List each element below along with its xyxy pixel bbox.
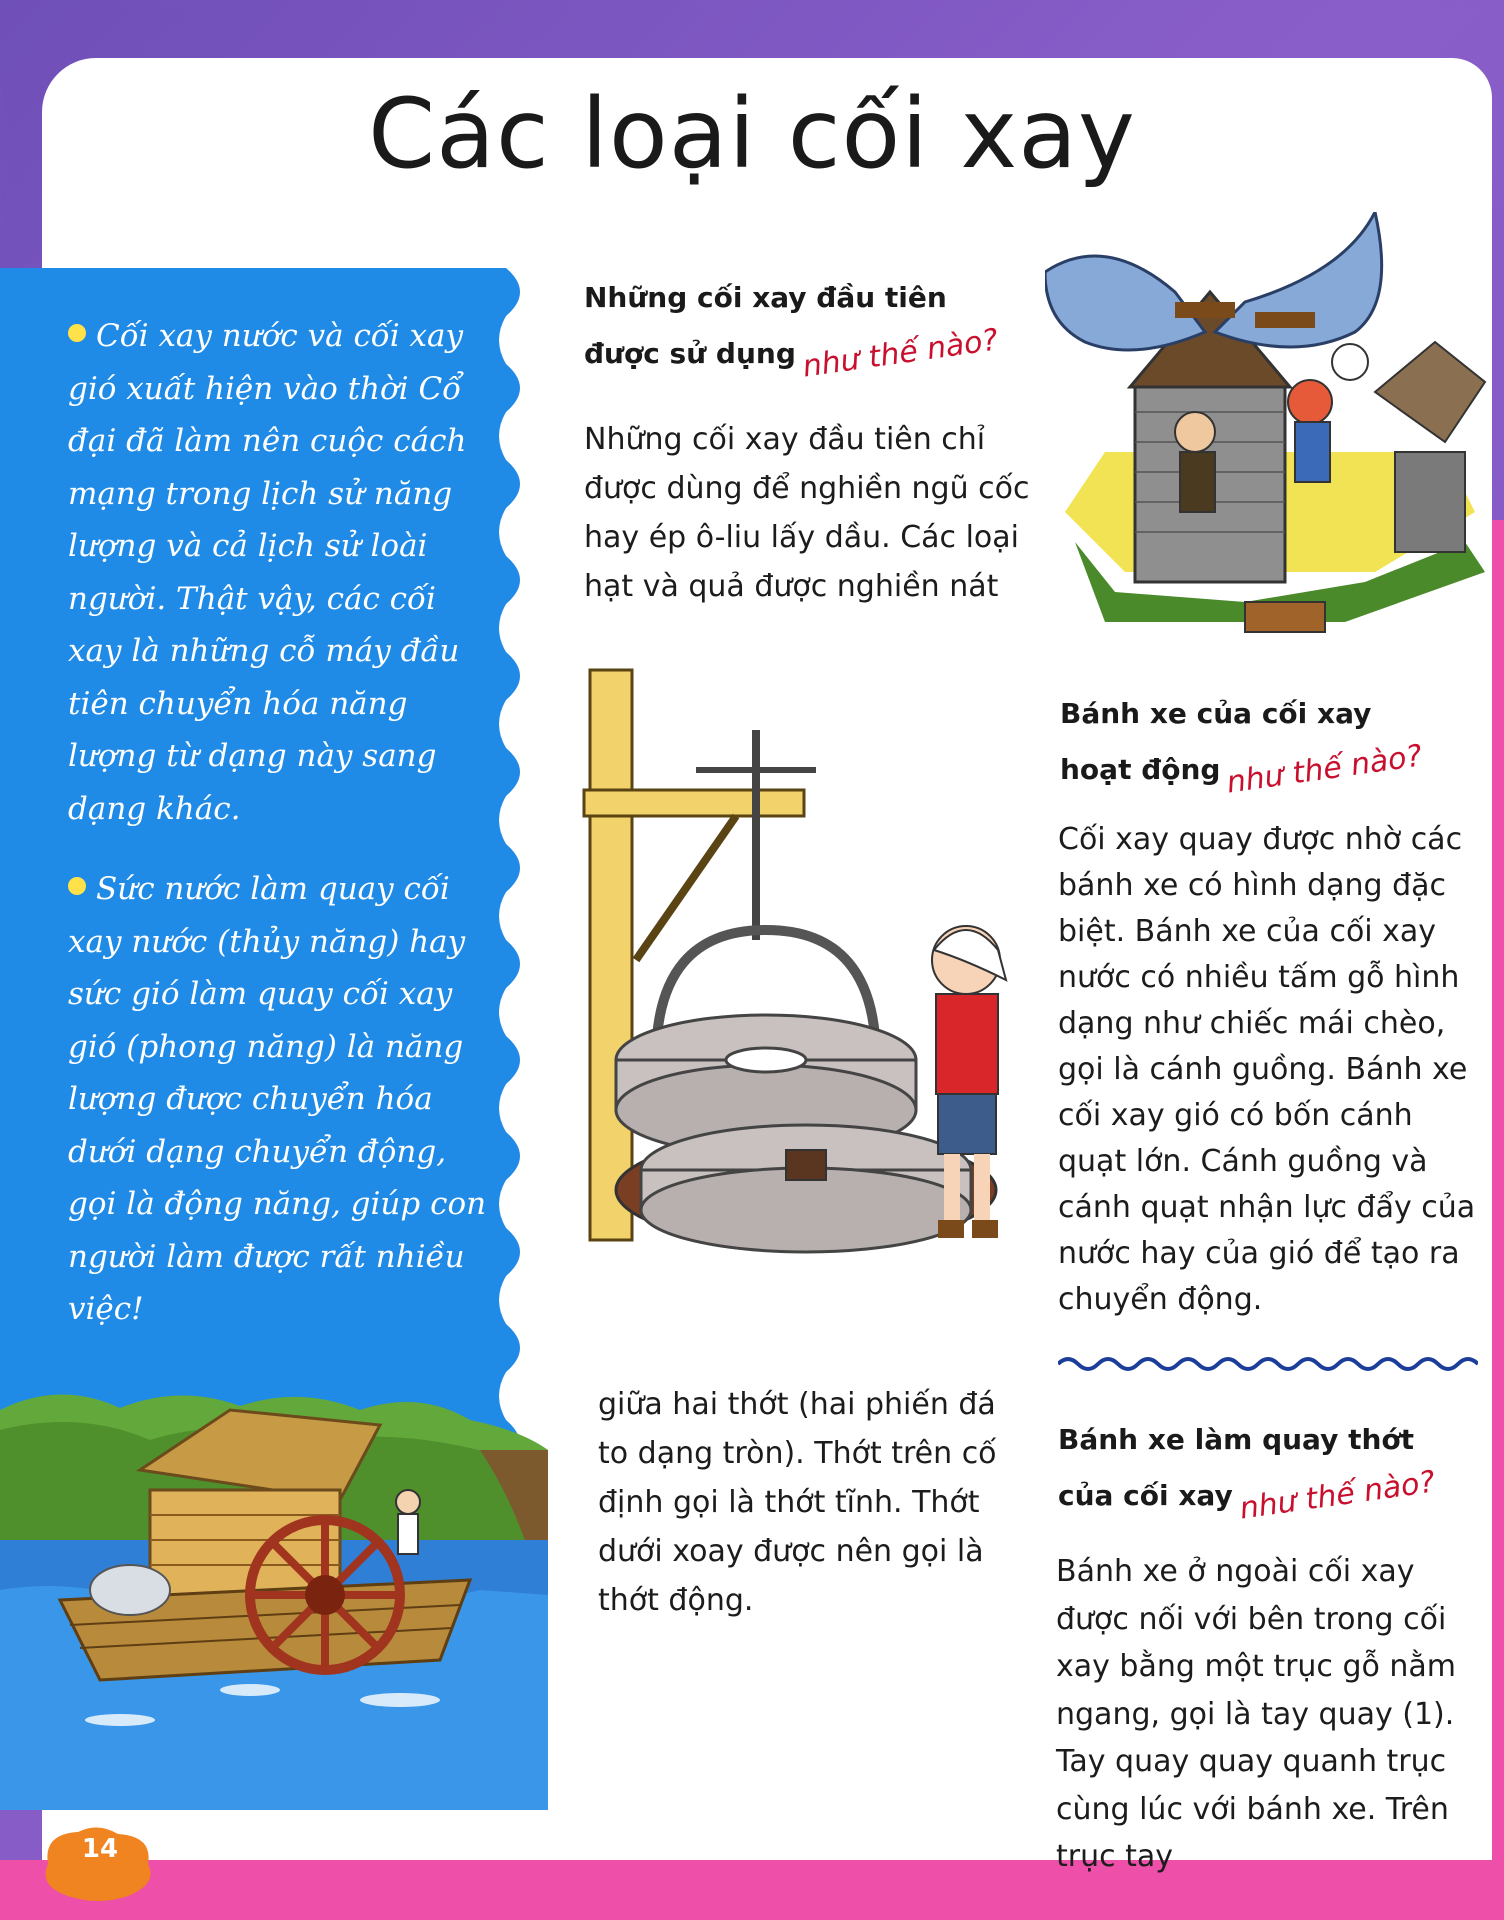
page-number: 14 xyxy=(81,1834,119,1864)
section-text-turning-stone: Bánh xe ở ngoài cối xay được nối với bên trong cối xay bằng một trục gỗ nằm ngang, gọi là tay quay (1). Tay quay quay quanh trục cùng lúc với bánh xe. Trên trục tay xyxy=(1056,1554,1457,1874)
page-title: Các loại cối xay xyxy=(368,78,1136,190)
section-text-first-mills-cont: giữa hai thớt (hai phiến đá to dạng tròn). Thớt trên cố định gọi là thớt tĩnh. Thớt dưới xoay được nên gọi là thớt động. xyxy=(598,1387,997,1618)
section-heading-first-mills: Những cối xay đầu tiên được sử dụng như thế nào? xyxy=(584,281,1001,385)
right-pink-band xyxy=(1490,520,1504,1880)
section-text-first-mills: Những cối xay đầu tiên chỉ được dùng để nghiền ngũ cốc hay ép ô-liu lấy dầu. Các loại hạt và quả được nghiền nát xyxy=(584,422,1030,604)
section-heading-mill-wheel: Bánh xe của cối xay hoạt động như thế nào? xyxy=(1060,697,1425,801)
section-text-mill-wheel: Cối xay quay được nhờ các bánh xe có hình dạng đặc biệt. Bánh xe của cối xay nước có nhiều tấm gỗ hình dạng như chiếc mái chèo, gọi là cánh guồng. Bánh xe cối xay gió có bốn cánh quạt lớn. Cánh guồng và cánh quạt nhận lực đẩy của nước hay của gió để tạo ra chuyển động. xyxy=(1058,822,1476,1317)
bullet-icon xyxy=(68,324,86,342)
watermill-illustration xyxy=(0,1390,548,1810)
sidebar-text xyxy=(68,310,488,1364)
sidebar-paragraph-1: Cối xay nước và cối xay gió xuất hiện vào thời Cổ đại đã làm nên cuộc cách mạng trong lịch sử năng lượng và cả lịch sử loài người. Thật vậy, các cối xay là những cỗ máy đầu tiên chuyển hóa năng lượng từ dạng này sang dạng khác. xyxy=(68,318,467,827)
section-heading-turning-stone: Bánh xe làm quay thớt của cối xay như thế nào? xyxy=(1058,1423,1438,1527)
bullet-icon xyxy=(68,877,86,895)
sidebar-paragraph-2: Sức nước làm quay cối xay nước (thủy năng) hay sức gió làm quay cối xay gió (phong năng) là năng lượng được chuyển hóa dưới dạng chuyển động, gọi là động năng, giúp con người làm được rất nhiều việc! xyxy=(68,871,487,1327)
millstone-illustration xyxy=(576,660,1046,1300)
windmill-illustration xyxy=(1045,212,1504,652)
wavy-divider xyxy=(1058,1354,1478,1374)
